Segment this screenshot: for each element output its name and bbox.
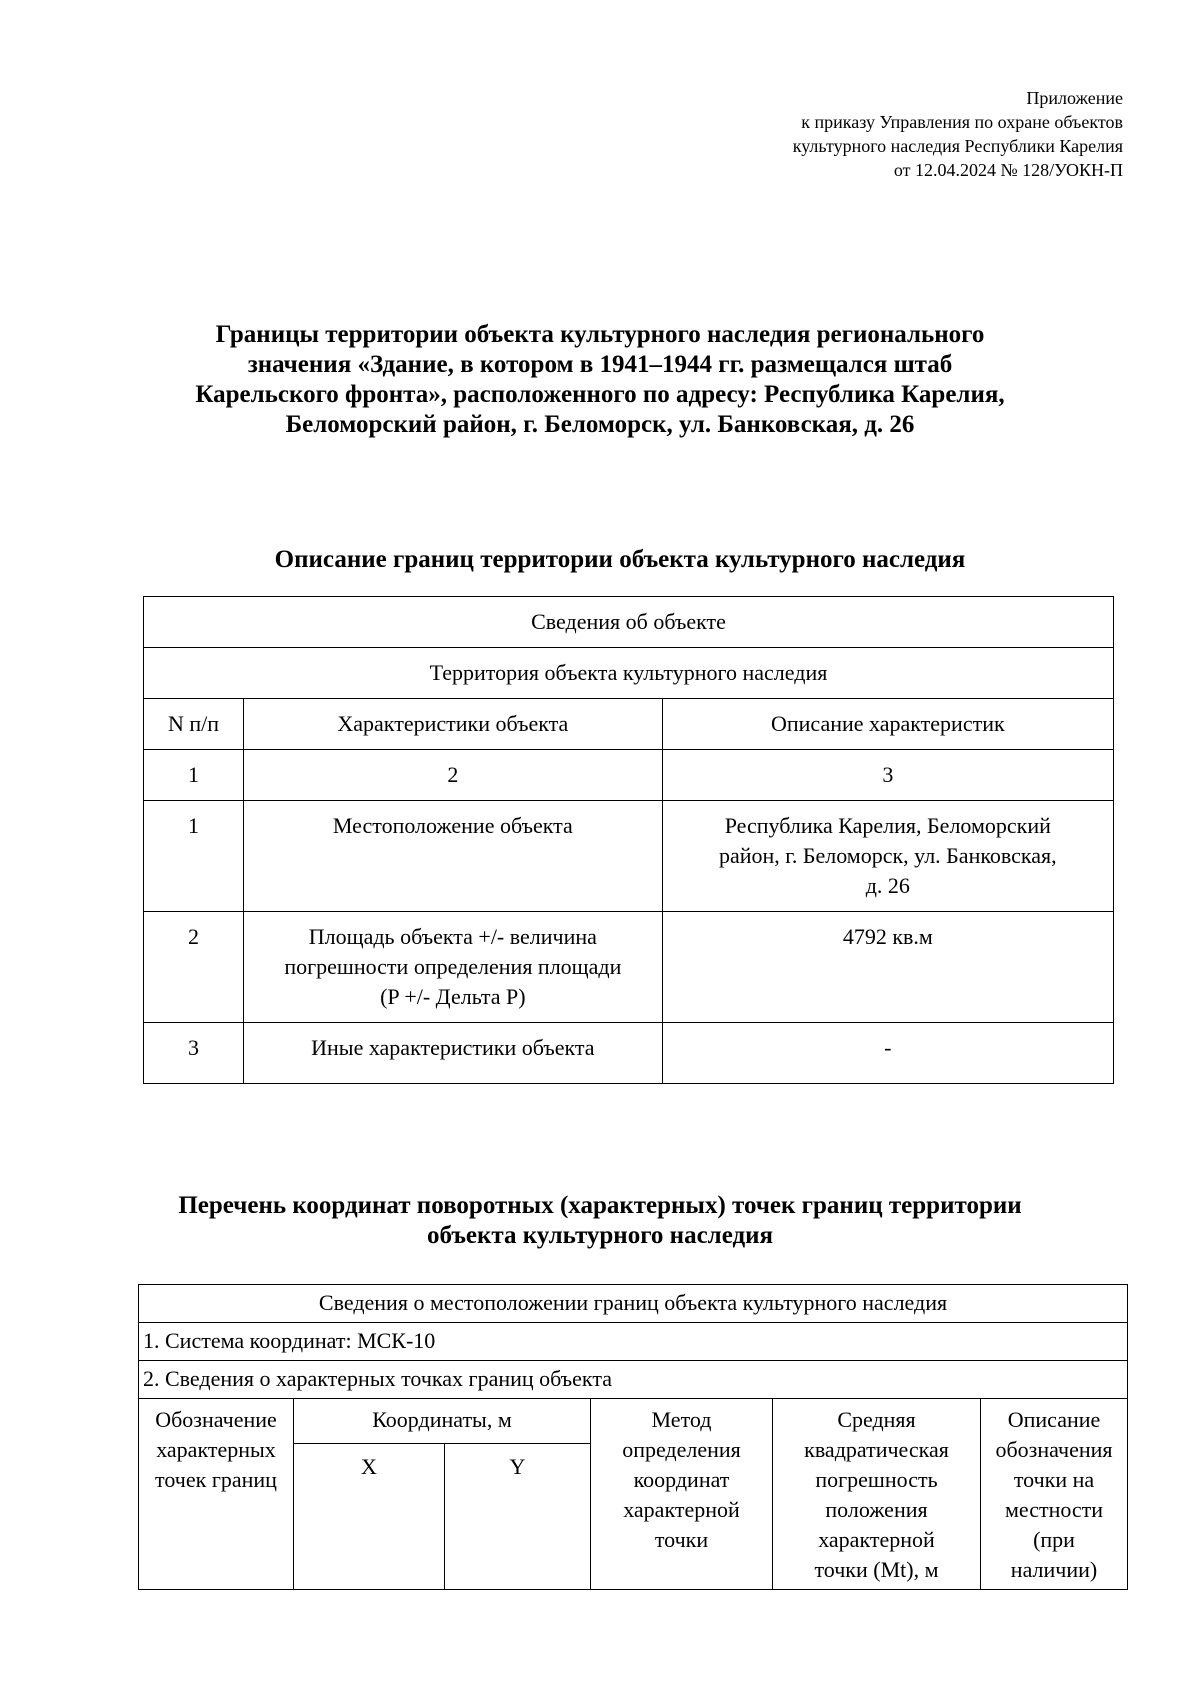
row-description: [662, 801, 1113, 912]
row-description: [662, 912, 1113, 1023]
cell-line: точки: [654, 1527, 709, 1552]
title-line: Границы территории объекта культурного наследия регионального: [215, 321, 985, 348]
coord-system-row: 1. Система координат: МСК-10: [139, 1323, 1128, 1361]
cell-line: 4792 кв.м: [842, 924, 933, 949]
cell-line: характерных: [156, 1437, 276, 1462]
cell-line: точек границ: [155, 1467, 277, 1492]
cell-line: определения: [622, 1437, 741, 1462]
row-number: 2: [144, 912, 244, 1023]
col-header-x: X: [294, 1444, 445, 1590]
col-number: 1: [144, 750, 244, 801]
title-line: значения «Здание, в котором в 1941–1944 гг. размещался штаб: [247, 351, 953, 378]
col-header-point-designation: [139, 1399, 294, 1590]
coordinates-table: [138, 1284, 1128, 1590]
table-row: [144, 1023, 1114, 1084]
table-row: [139, 1285, 1128, 1323]
cell-line: Обозначение: [155, 1407, 277, 1432]
cell-line: положения: [825, 1497, 928, 1522]
col-header-method: [591, 1399, 773, 1590]
table-row: [139, 1361, 1128, 1399]
appendix-header: [563, 86, 1123, 182]
cell-line: наличии): [1010, 1557, 1098, 1582]
col-number: 2: [244, 750, 663, 801]
cell-line: характерной: [818, 1527, 935, 1552]
cell-line: точки (Mt), м: [814, 1557, 939, 1582]
object-info-table: [143, 596, 1114, 1084]
table-row: [144, 801, 1114, 912]
cell-line: квадратическая: [804, 1437, 949, 1462]
col-header-description: Описание характеристик: [662, 699, 1113, 750]
table-header-object-info: Сведения об объекте: [144, 597, 1114, 648]
row-characteristic: [244, 912, 663, 1023]
cell-line: координат: [633, 1467, 730, 1492]
col-header-coordinates: Координаты, м: [294, 1399, 591, 1444]
table-row: [139, 1323, 1128, 1361]
cell-line: местности: [1004, 1497, 1104, 1522]
points-info-row: 2. Сведения о характерных точках границ объекта: [139, 1361, 1128, 1399]
cell-line: Площадь объекта +/- величина: [308, 924, 597, 949]
cell-line: Описание: [1007, 1407, 1101, 1432]
row-description: [662, 1023, 1113, 1084]
appendix-line: культурного наследия Республики Карелия: [792, 136, 1123, 156]
table-row: [144, 750, 1114, 801]
cell-line: погрешности определения площади: [284, 954, 622, 979]
row-characteristic: [244, 801, 663, 912]
table-row: [144, 912, 1114, 1023]
cell-line: Местоположение объекта: [332, 813, 573, 838]
cell-line: характерной: [623, 1497, 740, 1522]
section-title-boundaries-description: [140, 545, 1100, 575]
col-header-y: Y: [445, 1444, 591, 1590]
row-number: 1: [144, 801, 244, 912]
cell-line: район, г. Беломорск, ул. Банковская,: [718, 843, 1057, 868]
row-characteristic: [244, 1023, 663, 1084]
cell-line: обозначения: [995, 1437, 1113, 1462]
cell-line: (при: [1033, 1527, 1075, 1552]
row-number: 3: [144, 1023, 244, 1084]
table-row: [144, 648, 1114, 699]
table-header-territory: Территория объекта культурного наследия: [144, 648, 1114, 699]
table-row: [144, 699, 1114, 750]
title-line: Беломорский район, г. Беломорск, ул. Банковская, д. 26: [285, 411, 915, 438]
col-header-characteristics: Характеристики объекта: [244, 699, 663, 750]
cell-line: точки на: [1013, 1467, 1095, 1492]
cell-line: -: [884, 1035, 892, 1060]
cell-line: Республика Карелия, Беломорский: [724, 813, 1051, 838]
cell-line: д. 26: [865, 873, 910, 898]
table-header-location: Сведения о местоположении границ объекта культурного наследия: [139, 1285, 1128, 1323]
document-title: [120, 320, 1080, 440]
cell-line: погрешность: [815, 1467, 938, 1492]
col-number: 3: [662, 750, 1113, 801]
title-line: Карельского фронта», расположенного по адресу: Республика Карелия,: [195, 381, 1005, 408]
appendix-line: от 12.04.2024 № 128/УОКН-П: [893, 160, 1123, 180]
appendix-line: Приложение: [1026, 88, 1123, 108]
cell-line: Средняя: [837, 1407, 916, 1432]
section-title-text: Описание границ территории объекта культурного наследия: [274, 546, 966, 573]
table-row: [144, 597, 1114, 648]
col-header-number: N п/п: [144, 699, 244, 750]
section-title-line: Перечень координат поворотных (характерных) точек границ территории: [178, 1192, 1022, 1219]
col-header-mean-error: [773, 1399, 981, 1590]
cell-line: Метод: [651, 1407, 712, 1432]
cell-line: (P +/- Дельта P): [380, 984, 526, 1009]
appendix-line: к приказу Управления по охране объектов: [801, 112, 1123, 132]
section-title-line: объекта культурного наследия: [426, 1222, 774, 1249]
table-row: [139, 1399, 1128, 1444]
col-header-point-description: [981, 1399, 1128, 1590]
cell-line: Иные характеристики объекта: [311, 1035, 595, 1060]
section-title-coordinates-list: [120, 1191, 1080, 1251]
